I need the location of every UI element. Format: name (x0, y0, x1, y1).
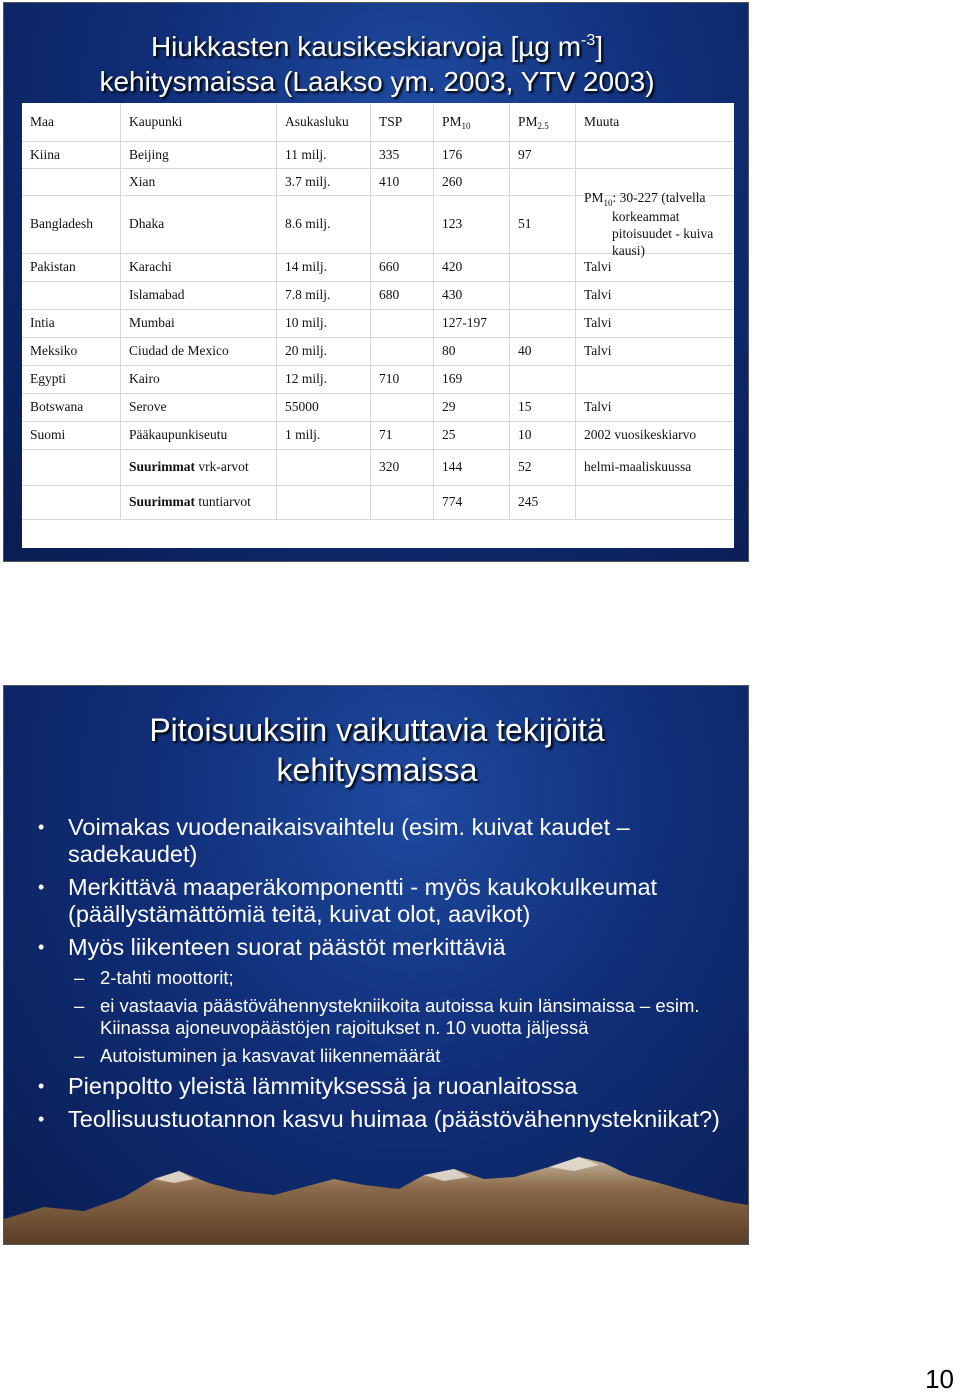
table-cell-maa: Suomi (30, 427, 66, 442)
table-cell-kaupunki: Suurimmat tuntiarvot (120, 485, 276, 519)
dash-icon: – (74, 1045, 85, 1066)
table-cell-maa (22, 281, 120, 309)
table-cell-pm10: 169 (433, 365, 509, 393)
header-kaupunki: Kaupunki (120, 103, 276, 141)
title-line-2: kehitysmaissa (Laakso ym. 2003, YTV 2003) (99, 66, 655, 97)
mountain-illustration (4, 1149, 748, 1244)
table-cell-maa (22, 449, 120, 485)
title-line-1: Pitoisuuksiin vaikuttavia tekijöitä (149, 712, 605, 748)
list-item: • Teollisuustuotannon kasvu huimaa (päästövähennystekniikat?) (38, 1106, 720, 1132)
table-cell-asukasluku (276, 449, 370, 485)
table-row (22, 309, 734, 338)
table-cell-kaupunki: Karachi (120, 253, 276, 281)
list-item: • Voimakas vuodenaikaisvaihtelu (esim. kuivat kaudet – sadekaudet) (38, 814, 630, 867)
table-cell-tsp: 320 (370, 449, 433, 485)
table-cell-asukasluku: 10 milj. (276, 309, 370, 337)
table-cell-muuta: Talvi (575, 337, 734, 365)
table-cell-kaupunki: Dhaka (120, 195, 276, 253)
table-row (22, 337, 734, 366)
slide-2 (3, 685, 749, 1245)
table-cell-maa: Intia (30, 315, 55, 330)
table-cell-pm25: 52 (509, 449, 575, 485)
pollution-table (22, 103, 734, 548)
table-cell-maa: Egypti (30, 371, 66, 386)
table-cell-muuta (575, 485, 734, 519)
table-row (22, 190, 734, 258)
slide-1-title (4, 29, 750, 99)
table-cell-tsp (370, 309, 433, 337)
table-cell-asukasluku: 55000 (276, 393, 370, 421)
slide-2-title (4, 710, 750, 790)
table-cell-maa: Botswana (30, 399, 84, 414)
list-item: • Pienpoltto yleistä lämmityksessä ja ruoanlaitossa (38, 1073, 578, 1099)
table-cell-maa (22, 168, 120, 195)
table-cell-pm25: 51 (509, 195, 575, 253)
table-cell-tsp (370, 485, 433, 519)
table-cell-tsp: 660 (370, 253, 433, 281)
table-cell-asukasluku: 14 milj. (276, 253, 370, 281)
table-cell-pm25 (509, 365, 575, 393)
table-cell-pm10: 260 (433, 168, 509, 195)
dhaka-note: $PM_{10}$: 30-227 (talvella korkeammat pitoisuudet - kuiva kausi) (584, 190, 714, 258)
table-row (22, 449, 734, 486)
list-item: • Merkittävä maaperäkomponentti - myös kaukokulkeumat (päällystämättömiä teitä, kuivat olot, aavikot) (38, 874, 658, 927)
table-cell-muuta: Talvi (575, 281, 734, 309)
table-cell-pm25 (509, 168, 575, 195)
table-cell-tsp (370, 337, 433, 365)
table-cell-maa: Pakistan (30, 259, 76, 274)
table-cell-maa: Meksiko (30, 343, 78, 358)
dash-icon: – (74, 967, 85, 988)
sub-list-item: – 2-tahti moottorit; (74, 967, 234, 988)
header-pm25: PM $_{2.5}$ (509, 103, 575, 141)
header-muuta: Muuta (575, 103, 734, 141)
table-row (22, 141, 734, 169)
table-cell-pm10: 430 (433, 281, 509, 309)
table-header-row (22, 103, 734, 142)
bullet-list (30, 814, 730, 1139)
table-row (22, 393, 734, 422)
table-cell-pm25 (509, 253, 575, 281)
table-cell-asukasluku: 20 milj. (276, 337, 370, 365)
table-cell-kaupunki: Mumbai (120, 309, 276, 337)
table-cell-asukasluku: 7.8 milj. (276, 281, 370, 309)
table-cell-pm10: 420 (433, 253, 509, 281)
table-cell-asukasluku: 8.6 milj. (276, 195, 370, 253)
bullet-icon: • (38, 877, 45, 897)
table-cell-tsp: 335 (370, 141, 433, 168)
sub-list-item: – ei vastaavia päästövähennystekniikoita autoissa kuin länsimaissa – esim. Kiinassa ajoneuvopäästöjen rajoitukset n. 10 vuotta jäljessä (74, 995, 700, 1038)
table-cell-muuta: Talvi (575, 253, 734, 281)
table-cell-pm10: 25 (433, 421, 509, 449)
table-cell-pm25: 245 (509, 485, 575, 519)
table-cell-asukasluku: 12 milj. (276, 365, 370, 393)
table-cell-kaupunki: Serove (120, 393, 276, 421)
table-cell-kaupunki: Xian (120, 168, 276, 195)
table-row (22, 253, 734, 282)
table-cell-pm10: 127-197 (433, 309, 509, 337)
bullet-icon: • (38, 1109, 45, 1129)
table-cell-maa (22, 485, 120, 519)
dash-icon: – (74, 995, 85, 1016)
table-cell-kaupunki: Islamabad (120, 281, 276, 309)
table-cell-pm10: 774 (433, 485, 509, 519)
table-cell-kaupunki: Suurimmat vrk-arvot (120, 449, 276, 485)
table-row (22, 281, 734, 310)
table-cell-tsp: 410 (370, 168, 433, 195)
header-tsp: TSP (370, 103, 433, 141)
sub-list-item: – Autoistuminen ja kasvavat liikennemäärät (74, 1045, 441, 1066)
table-cell-muuta: Talvi (575, 309, 734, 337)
bullet-icon: • (38, 1076, 45, 1096)
bullet-icon: • (38, 937, 45, 957)
table-cell-pm10: 123 (433, 195, 509, 253)
header-maa: Maa (30, 114, 54, 129)
table-cell-tsp: 710 (370, 365, 433, 393)
table-cell-kaupunki: Pääkaupunkiseutu (120, 421, 276, 449)
table-cell-pm25: 40 (509, 337, 575, 365)
table-row (22, 485, 734, 520)
title-line-2: kehitysmaissa (276, 752, 478, 788)
title-bracket: ] (595, 31, 604, 62)
table-cell-asukasluku: 11 milj. (276, 141, 370, 168)
table-cell-pm25 (509, 309, 575, 337)
table-cell-muuta (575, 190, 734, 258)
table-cell-pm25 (509, 281, 575, 309)
table-cell-asukasluku: 3.7 milj. (276, 168, 370, 195)
bullet-icon: • (38, 817, 45, 837)
table-cell-muuta (575, 365, 734, 393)
table-cell-pm25: 10 (509, 421, 575, 449)
table-cell-kaupunki: Kairo (120, 365, 276, 393)
title-superscript: -3 (581, 32, 596, 49)
header-asukasluku: Asukasluku (276, 103, 370, 141)
table-cell-maa: Kiina (30, 146, 60, 162)
table-cell-pm10: 29 (433, 393, 509, 421)
table-cell-kaupunki: Beijing (120, 141, 276, 168)
table-cell-tsp (370, 195, 433, 253)
table-cell-tsp: 680 (370, 281, 433, 309)
table-cell-asukasluku (276, 485, 370, 519)
table-row (22, 365, 734, 394)
slide-1 (3, 2, 749, 562)
header-pm10: PM $_{10}$ (433, 103, 509, 141)
table-cell-maa: Bangladesh (30, 216, 93, 231)
table-cell-muuta (575, 141, 734, 168)
table-cell-muuta: helmi-maaliskuussa (575, 449, 734, 485)
table-cell-pm25: 15 (509, 393, 575, 421)
table-cell-muuta: Talvi (575, 393, 734, 421)
table-cell-asukasluku: 1 milj. (276, 421, 370, 449)
table-cell-pm10: 80 (433, 337, 509, 365)
table-cell-tsp (370, 393, 433, 421)
table-cell-muuta: 2002 vuosikeskiarvo (575, 421, 734, 449)
table-cell-kaupunki: Ciudad de Mexico (120, 337, 276, 365)
table-cell-tsp: 71 (370, 421, 433, 449)
table-row (22, 421, 734, 450)
list-item: • Myös liikenteen suorat päästöt merkittäviä (38, 934, 506, 960)
table-cell-pm10: 144 (433, 449, 509, 485)
title-line-1: Hiukkasten kausikeskiarvoja [µg m (150, 31, 582, 62)
page-number: 10 (925, 1364, 954, 1394)
table-cell-pm25: 97 (509, 141, 575, 168)
table-cell-pm10: 176 (433, 141, 509, 168)
